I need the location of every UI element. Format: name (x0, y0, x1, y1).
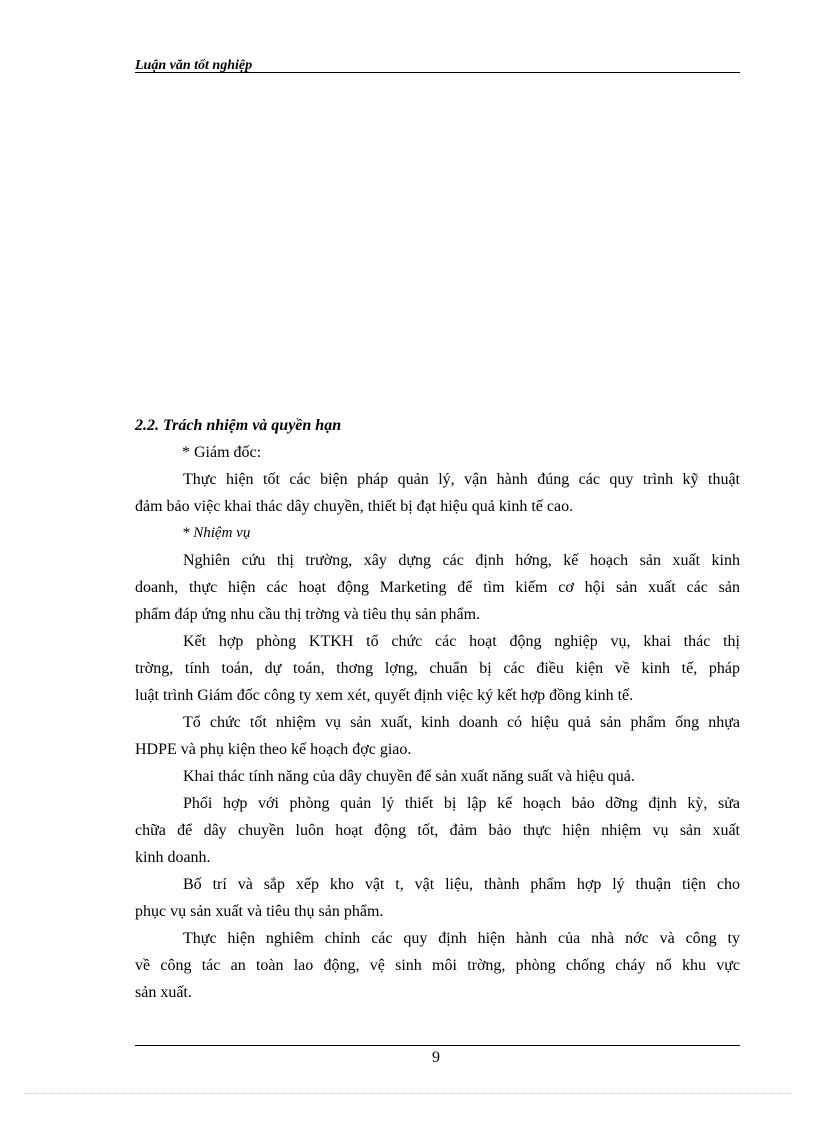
document-body (135, 412, 740, 1006)
paragraph-line: Kết hợp phòng KTKH tổ chức các hoạt động nghiệp vụ, khai thác thị (183, 633, 740, 650)
duties-label: * Nhiệm vụ (182, 525, 251, 541)
running-header: Luận văn tốt nghiệp (135, 58, 253, 72)
paragraph-line: Thực hiện tốt các biện pháp quản lý, vận hành đúng các quy trình kỹ thuật (183, 471, 740, 488)
paragraph-line: HDPE và phụ kiện theo kế hoạch đợc giao. (135, 741, 412, 758)
duty-paragraph (135, 790, 740, 871)
page-edge-divider (24, 1093, 792, 1094)
paragraph-line: kinh doanh. (135, 849, 211, 866)
paragraph-line: phẩm đáp ứng nhu cầu thị trờng và tiêu thụ sản phẩm. (135, 606, 481, 623)
paragraph-line: phục vụ sản xuất và tiêu thụ sản phẩm. (135, 903, 384, 920)
footer-rule (135, 1045, 740, 1046)
role-label: * Giám đốc: (182, 444, 262, 461)
duty-paragraph (135, 709, 740, 763)
paragraph-line: Thực hiện nghiêm chỉnh các quy định hiện hành của nhà nớc và công ty (183, 930, 740, 947)
duty-paragraph (135, 547, 740, 628)
role-intro-paragraph (135, 466, 740, 520)
duty-paragraph (135, 763, 740, 790)
section-heading: 2.2. Trách nhiệm và quyền hạn (135, 417, 342, 434)
paragraph-line: Nghiên cứu thị trường, xây dựng các định hớng, kế hoạch sản xuất kinh (183, 552, 740, 569)
duty-paragraph (135, 628, 740, 709)
paragraph-line: doanh, thực hiện các hoạt động Marketing để tìm kiếm cơ hội sản xuất các sản (135, 579, 740, 596)
header-rule (135, 72, 740, 73)
paragraph-line: đảm bảo việc khai thác dây chuyền, thiết bị đạt hiệu quả kinh tế cao. (135, 498, 574, 515)
duty-paragraph (135, 925, 740, 1006)
paragraph-line: chữa để dây chuyền luôn hoạt động tốt, đảm bảo thực hiện nhiệm vụ sản xuất (135, 822, 740, 839)
paragraph-line: sản xuất. (135, 984, 192, 1001)
duty-paragraph (135, 871, 740, 925)
paragraph-line: trờng, tính toán, dự toán, thơng lợng, chuẩn bị các điều kiện về kinh tế, pháp (135, 660, 740, 677)
paragraph-line: Phối hợp với phòng quản lý thiết bị lập kế hoạch bảo dỡng định kỳ, sửa (183, 795, 740, 812)
paragraph-line: Tổ chức tốt nhiệm vụ sản xuất, kinh doanh có hiệu quả sản phẩm ống nhựa (183, 714, 740, 731)
paragraph-line: về công tác an toàn lao động, vệ sinh môi trờng, phòng chống cháy nổ khu vực (135, 957, 740, 974)
paragraph-line: luật trình Giám đốc công ty xem xét, quyết định việc ký kết hợp đồng kinh tế. (135, 687, 634, 704)
paragraph-line: Bố trí và sắp xếp kho vật t, vật liệu, thành phẩm hợp lý thuận tiện cho (183, 876, 740, 893)
paragraph-line: Khai thác tính năng của dây chuyền để sản xuất năng suất và hiệu quả. (183, 768, 635, 785)
page-number: 9 (432, 1049, 440, 1066)
